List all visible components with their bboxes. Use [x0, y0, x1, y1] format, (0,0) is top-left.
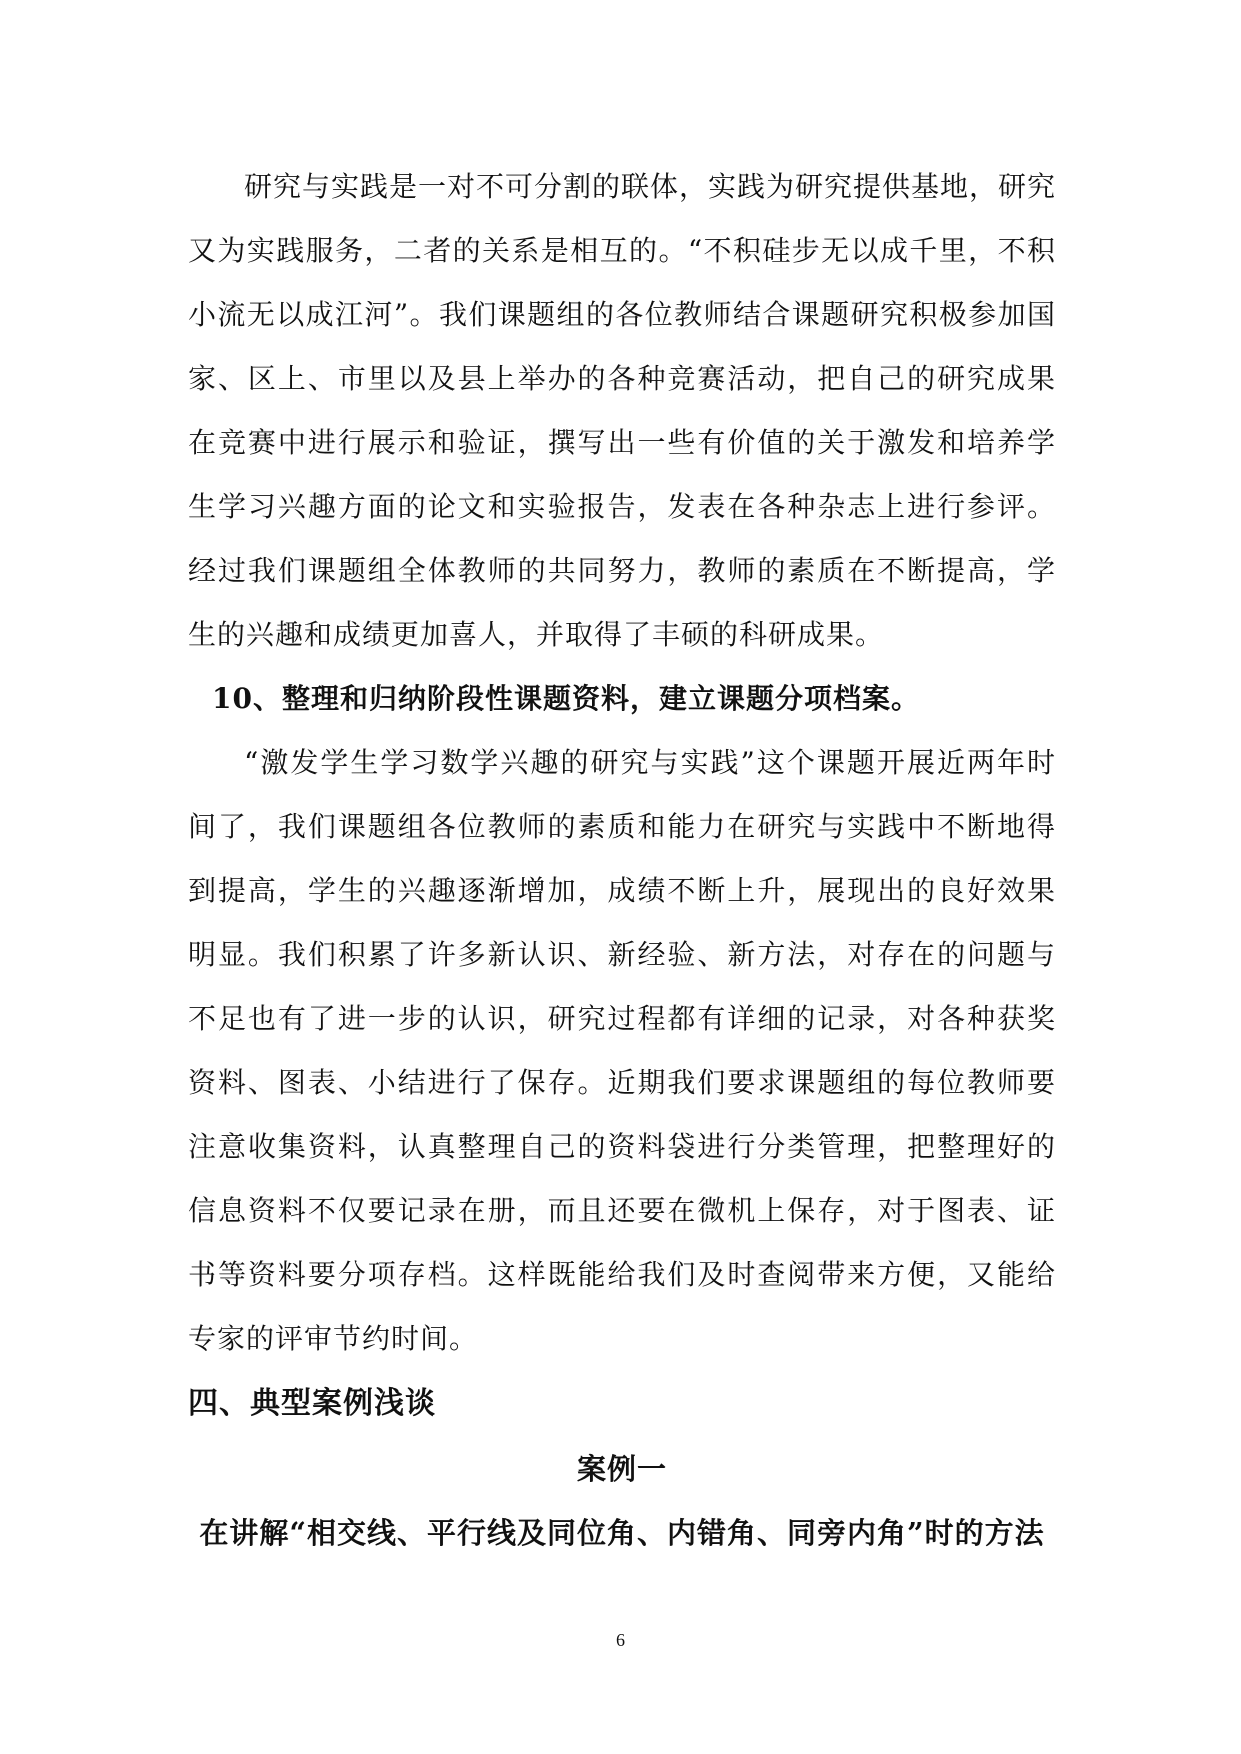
paragraph-project-archive: “激发学生学习数学兴趣的研究与实践”这个课题开展近两年时间了，我们课题组各位教师的素质和能力在研究与实践中不断地得到提高，学生的兴趣逐渐增加，成绩不断上升，展现出的良好效果明显。我们积累了许多新认识、新经验、新方法，对存在的问题与不足也有了进一步的认识，研究过程都有详细的记录，对各种获奖资料、图表、小结进行了保存。近期我们要求课题组的每位教师要注意收集资料，认真整理自己的资料袋进行分类管理，把整理好的信息资料不仅要记录在册，而且还要在微机上保存，对于图表、证书等资料要分项存档。这样既能给我们及时查阅带来方便，又能给专家的评审节约时间。 — [188, 746, 1056, 1355]
case-title: 案例一 — [576, 1452, 667, 1486]
page-number: 6 — [616, 1630, 625, 1650]
subheading-item-10: 10、整理和归纳阶段性课题资料，建立课题分项档案。 — [212, 682, 920, 715]
paragraph-research-practice: 研究与实践是一对不可分割的联体，实践为研究提供基地，研究又为实践服务，二者的关系是相互的。“不积硅步无以成千里，不积小流无以成江河”。我们课题组的各位教师结合课题研究积极参加国家、区上、市里以及县上举办的各种竞赛活动，把自己的研究成果在竞赛中进行展示和验证，撰写出一些有价值的关于激发和培养学生学习兴趣方面的论文和实验报告，发表在各种杂志上进行参评。经过我们课题组全体教师的共同努力，教师的素质在不断提高，学生的兴趣和成绩更加喜人，并取得了丰硕的科研成果。 — [188, 170, 1057, 651]
page-content — [188, 155, 1056, 1565]
case-subtitle: 在讲解“相交线、平行线及同位角、内错角、同旁内角”时的方法 — [199, 1516, 1045, 1550]
section-heading-typical-cases: 四、典型案例浅谈 — [188, 1386, 436, 1421]
